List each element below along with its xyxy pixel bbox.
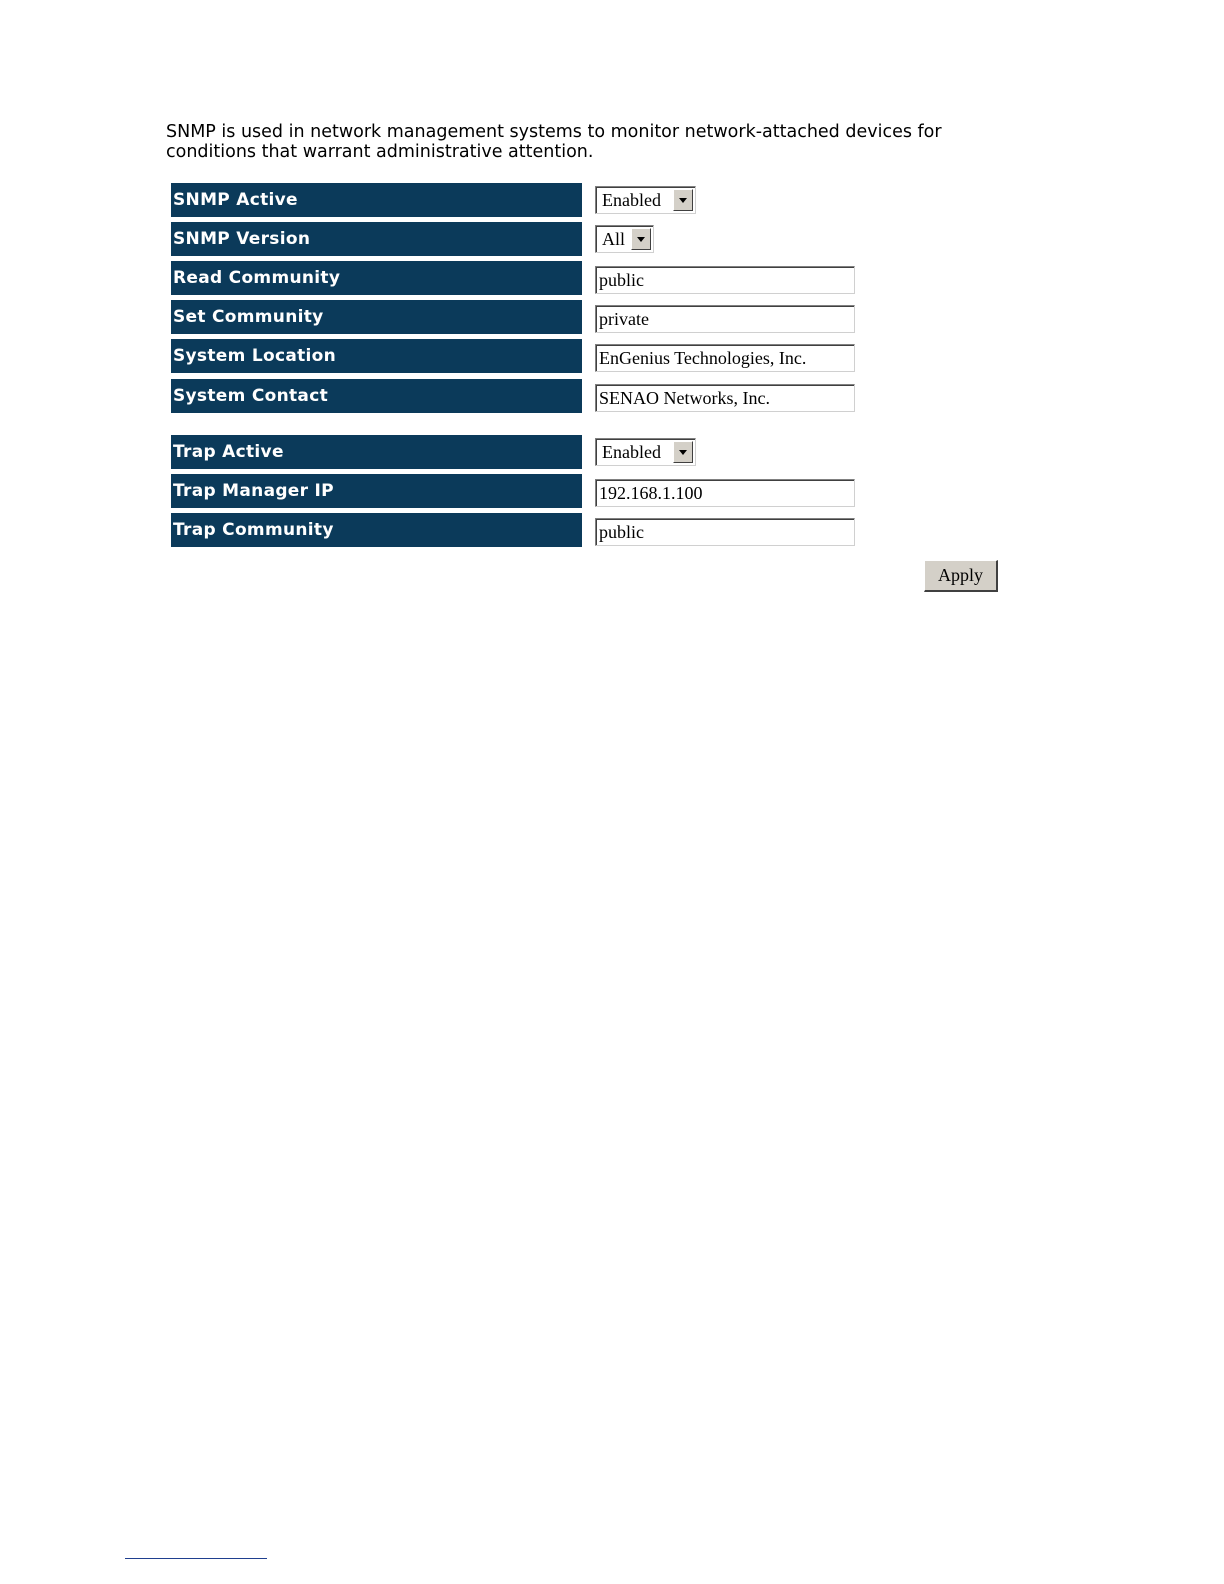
row-snmp-active — [171, 183, 1001, 217]
snmp-version-select[interactable] — [595, 225, 654, 253]
apply-button[interactable]: Apply — [924, 560, 998, 592]
system-location-input[interactable]: EnGenius Technologies, Inc. — [595, 344, 855, 372]
row-read-community — [171, 261, 1001, 295]
read-community-label: Read Community — [171, 261, 582, 295]
read-community-input[interactable]: public — [595, 266, 855, 294]
trap-active-value: Enabled — [602, 442, 661, 462]
trap-active-select[interactable] — [595, 438, 696, 466]
system-location-label: System Location — [171, 339, 582, 373]
trap-manager-ip-input[interactable]: 192.168.1.100 — [595, 479, 855, 507]
system-contact-label: System Contact — [171, 379, 582, 413]
row-system-contact — [171, 379, 1001, 413]
row-trap-community — [171, 513, 1001, 547]
snmp-active-value: Enabled — [602, 190, 661, 210]
row-system-location — [171, 339, 1001, 373]
row-trap-active — [171, 435, 1001, 469]
dropdown-arrow-icon[interactable] — [673, 441, 693, 463]
row-set-community — [171, 300, 1001, 334]
system-contact-input[interactable]: SENAO Networks, Inc. — [595, 384, 855, 412]
dropdown-arrow-icon[interactable] — [673, 189, 693, 211]
trap-active-label: Trap Active — [171, 435, 582, 469]
snmp-version-label: SNMP Version — [171, 222, 582, 256]
snmp-active-label: SNMP Active — [171, 183, 582, 217]
snmp-version-value: All — [602, 229, 626, 249]
dropdown-arrow-icon[interactable] — [631, 228, 651, 250]
set-community-input[interactable]: private — [595, 305, 855, 333]
trap-manager-ip-label: Trap Manager IP — [171, 474, 582, 508]
trap-community-label: Trap Community — [171, 513, 582, 547]
row-trap-manager-ip — [171, 474, 1001, 508]
intro-text: SNMP is used in network management systems to monitor network-attached devices for conditions that warrant administrative attention. — [166, 122, 942, 162]
row-snmp-version — [171, 222, 1001, 256]
trap-community-input[interactable]: public — [595, 518, 855, 546]
snmp-active-select[interactable] — [595, 186, 696, 214]
set-community-label: Set Community — [171, 300, 582, 334]
footer-divider — [125, 1558, 267, 1559]
